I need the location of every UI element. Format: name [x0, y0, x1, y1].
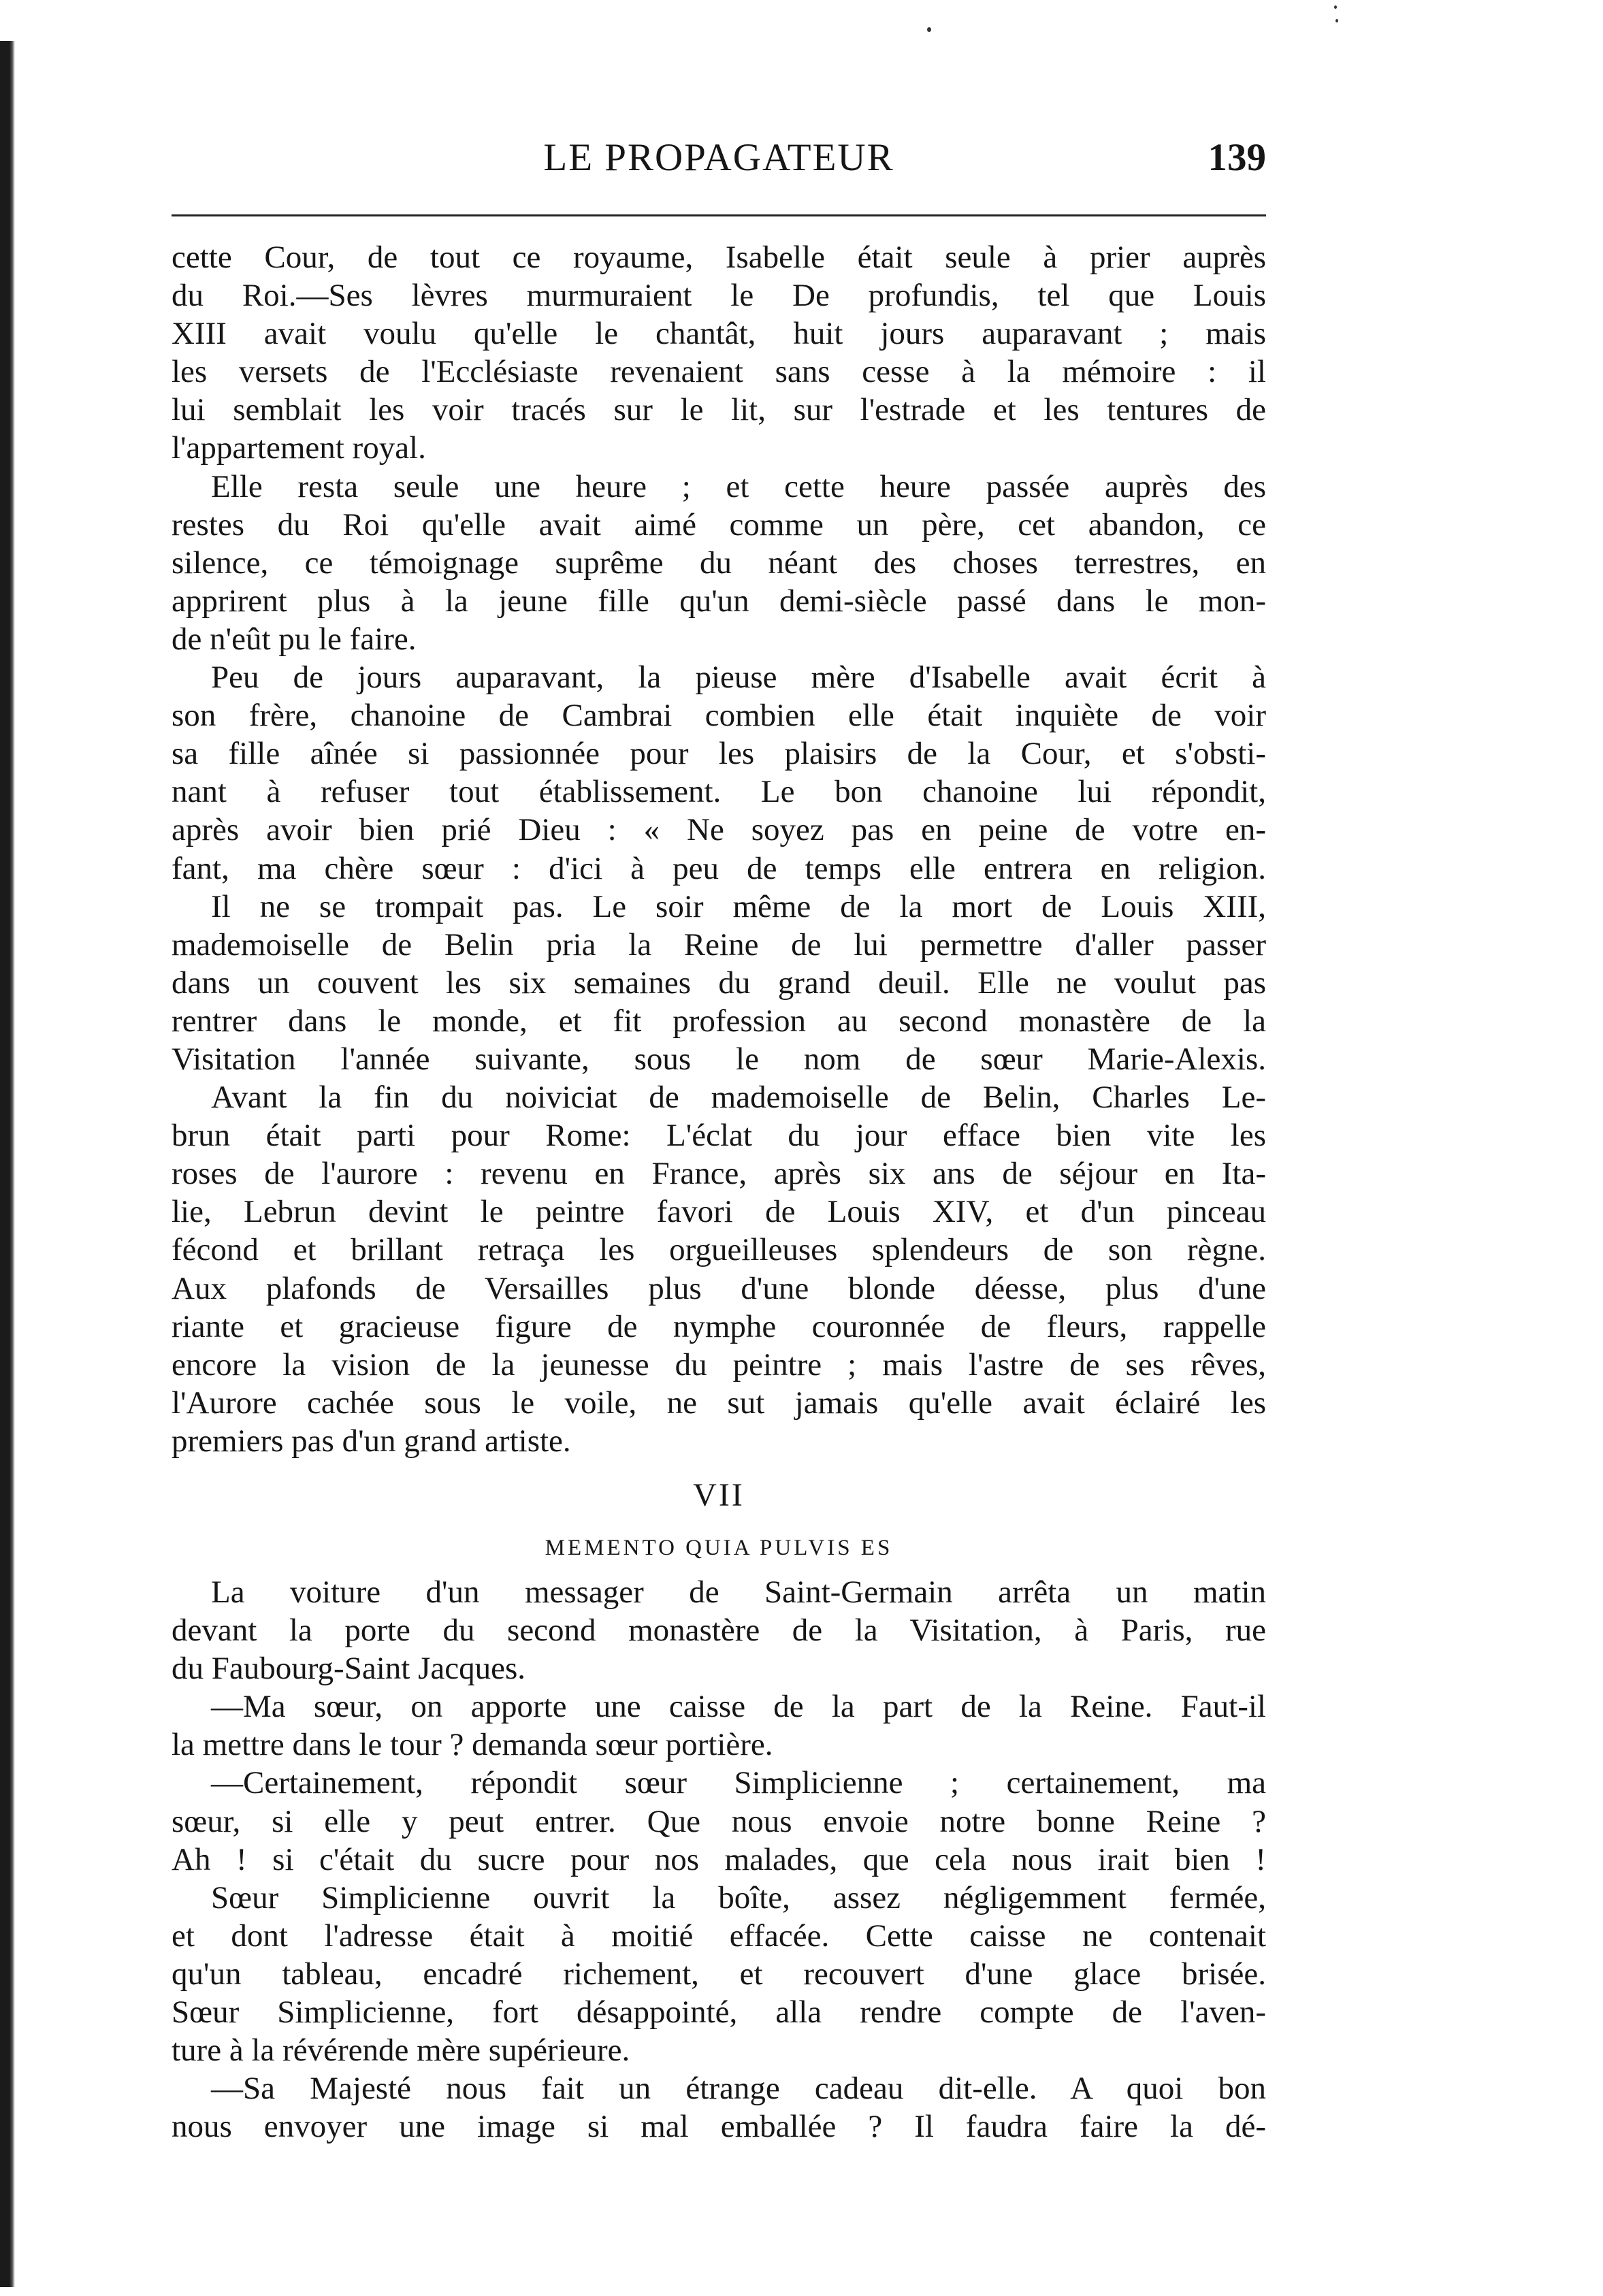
text-line: —Sa Majesté nous fait un étrange cadeau dit-elle. A quoi bon — [211, 2071, 1266, 2107]
page-body — [172, 238, 1266, 2146]
text-line: premiers pas d'un grand artiste. — [172, 1423, 571, 1459]
text-line: encore la vision de la jeunesse du peintre ; mais l'astre de ses rêves, — [172, 1346, 1266, 1383]
text-line: restes du Roi qu'elle avait aimé comme un père, cet abandon, ce — [172, 506, 1266, 543]
page-binding-edge — [0, 41, 15, 2287]
section-number: VII — [693, 1477, 745, 1513]
text-line: la mettre dans le tour ? demanda sœur portière. — [172, 1727, 773, 1763]
text-line: Sœur Simplicienne ouvrit la boîte, assez négligemment fermée, — [211, 1879, 1266, 1915]
text-line: La voiture d'un messager de Saint-Germain arrêta un matin — [211, 1574, 1266, 1610]
text-line: et dont l'adresse était à moitié effacée. Cette caisse ne contenait — [172, 1918, 1266, 1954]
text-line: qu'un tableau, encadré richement, et recouvert d'une glace brisée. — [172, 1956, 1266, 1992]
text-line: de n'eût pu le faire. — [172, 621, 417, 657]
ink-speck — [927, 27, 931, 32]
text-line: Il ne se trompait pas. Le soir même de la mort de Louis XIII, — [211, 888, 1266, 924]
text-line: les versets de l'Ecclésiaste revenaient sans cesse à la mémoire : il — [172, 354, 1266, 390]
text-line: roses de l'aurore : revenu en France, après six ans de séjour en Ita- — [172, 1156, 1266, 1192]
text-line: Visitation l'année suivante, sous le nom de sœur Marie-Alexis. — [172, 1041, 1266, 1077]
text-line: après avoir bien prié Dieu : « Ne soyez pas en peine de votre en- — [172, 812, 1266, 848]
text-line: Sœur Simplicienne, fort désappointé, alla rendre compte de l'aven- — [172, 1994, 1266, 2031]
text-line: Peu de jours auparavant, la pieuse mère d'Isabelle avait écrit à — [211, 660, 1266, 696]
text-line: Aux plafonds de Versailles plus d'une blonde déesse, plus d'une — [172, 1270, 1266, 1306]
header-rule — [172, 214, 1266, 216]
text-line: ture à la révérende mère supérieure. — [172, 2033, 630, 2069]
text-line: cette Cour, de tout ce royaume, Isabelle était seule à prier auprès — [172, 240, 1266, 275]
text-line: rentrer dans le monde, et fit profession au second monastère de la — [172, 1003, 1266, 1039]
text-line: apprirent plus à la jeune fille qu'un demi-siècle passé dans le mon- — [172, 583, 1266, 619]
text-line: nant à refuser tout établissement. Le bon chanoine lui répondit, — [172, 774, 1266, 810]
text-line: brun était parti pour Rome: L'éclat du jour efface bien vite les — [172, 1118, 1266, 1154]
ink-speck — [1335, 19, 1338, 22]
text-line: devant la porte du second monastère de la Visitation, à Paris, rue — [172, 1613, 1266, 1649]
text-line: XIII avait voulu qu'elle le chantât, huit jours auparavant ; mais — [172, 316, 1266, 352]
text-line: du Roi.—Ses lèvres murmuraient le De profundis, tel que Louis — [172, 278, 1266, 314]
text-line: sœur, si elle y peut entrer. Que nous envoie notre bonne Reine ? — [172, 1803, 1266, 1839]
text-line: l'appartement royal. — [172, 430, 426, 466]
text-line: nous envoyer une image si mal emballée ? Il faudra faire la dé- — [172, 2109, 1266, 2145]
text-line: lie, Lebrun devint le peintre favori de Louis XIV, et d'un pinceau — [172, 1194, 1266, 1230]
text-line: riante et gracieuse figure de nymphe couronnée de fleurs, rappelle — [172, 1308, 1266, 1344]
text-line: —Certainement, répondit sœur Simplicienne ; certainement, ma — [211, 1765, 1266, 1801]
running-title: LE PROPAGATEUR — [543, 136, 894, 179]
text-line: l'Aurore cachée sous le voile, ne sut jamais qu'elle avait éclairé les — [172, 1385, 1266, 1421]
text-line: fécond et brillant retraça les orgueilleuses splendeurs de son règne. — [172, 1232, 1266, 1268]
text-line: dans un couvent les six semaines du grand deuil. Elle ne voulut pas — [172, 965, 1266, 1001]
section-title: MEMENTO QUIA PULVIS ES — [545, 1536, 893, 1560]
text-line: fant, ma chère sœur : d'ici à peu de temps elle entrera en religion. — [172, 850, 1266, 886]
text-line: mademoiselle de Belin pria la Reine de lui permettre d'aller passer — [172, 926, 1266, 963]
text-line: Ah ! si c'était du sucre pour nos malades, que cela nous irait bien ! — [172, 1841, 1266, 1877]
page-number: 139 — [1208, 136, 1266, 179]
text-line: sa fille aînée si passionnée pour les plaisirs de la Cour, et s'obsti- — [172, 736, 1266, 772]
text-line: silence, ce témoignage suprême du néant des choses terrestres, en — [172, 545, 1266, 581]
text-line: du Faubourg-Saint Jacques. — [172, 1651, 525, 1687]
text-line: Avant la fin du noiviciat de mademoiselle de Belin, Charles Le- — [211, 1080, 1266, 1116]
text-line: lui semblait les voir tracés sur le lit, sur l'estrade et les tentures de — [172, 392, 1266, 428]
text-line: —Ma sœur, on apporte une caisse de la part de la Reine. Faut-il — [211, 1689, 1266, 1725]
text-line: son frère, chanoine de Cambrai combien elle était inquiète de voir — [172, 698, 1266, 734]
page-header — [172, 131, 1266, 185]
text-line: Elle resta seule une heure ; et cette heure passée auprès des — [211, 468, 1266, 504]
ink-speck — [1334, 5, 1337, 9]
